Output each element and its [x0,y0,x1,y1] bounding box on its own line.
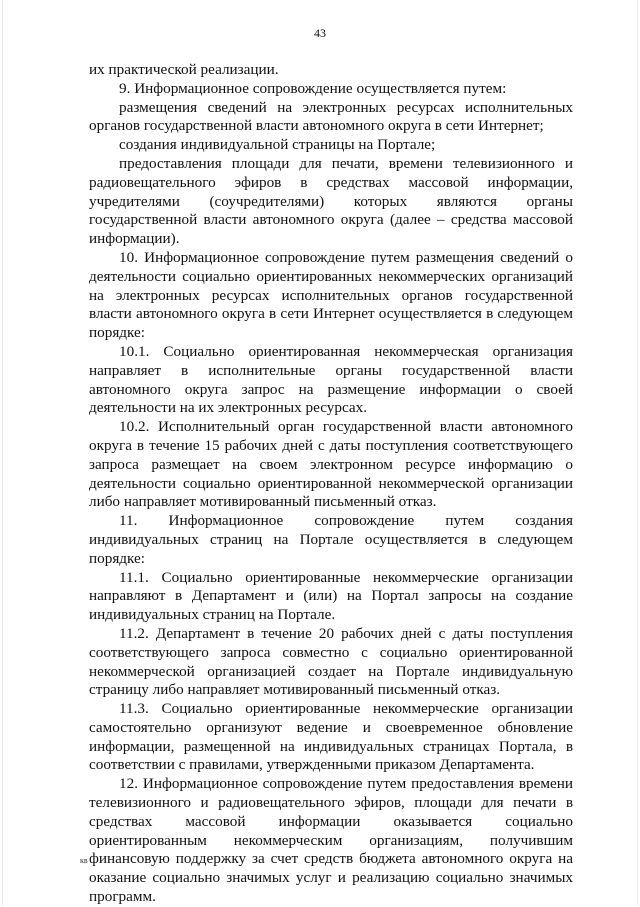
paragraph-11-3: 11.3. Социально ориентированные некоммерческие организации самостоятельно организуют ведение и своевременное обновление информации, размещенной на индивидуальных страницах Портала, в соответствии с правилами, утвержденными приказом Департамента. [89,700,573,774]
paragraph-9-item-3: предоставления площади для печати, времени телевизионного и радиовещательного эфиров в средствах массовой информации, учредителями (соучредителями) которых являются органы государственной власти автономного округа (далее – средства массовой информации). [89,154,573,248]
paragraph-9-item-1: размещения сведений на электронных ресурсах исполнительных органов государственной власти автономного округа в сети Интернет; [89,98,573,135]
scan-edge-right [637,0,638,905]
footer-mark: кв [80,856,88,865]
paragraph-9-item-2: создания индивидуальной страницы на Портале; [119,136,436,154]
paragraph-11: 11. Информационное сопровождение путем создания индивидуальных страниц на Портале осуществляется в следующем порядке: [89,512,573,567]
paragraph-10: 10. Информационное сопровождение путем размещения сведений о деятельности социально ориентированных некоммерческих организаций на электронных ресурсах исполнительных органов государственной власти автономного округа в сети Интернет осуществляется в следующем порядке: [89,248,573,342]
paragraph-11-2: 11.2. Департамент в течение 20 рабочих дней с даты поступления соответствующего запроса совместно с социально ориентированной некоммерческой организацией создает на Портале индивидуальную страницу либо направляет мотивированный письменный отказ. [89,624,573,699]
page-number: 43 [314,26,326,40]
paragraph-12: 12. Информационное сопровождение путем предоставления времени телевизионного и радиовещательного эфиров, площади для печати в средствах массовой информации оказывается социально ориентированным некоммерческим организациям, получившим финансовую поддержку за счет средств бюджета автономного округа на оказание социально значимых услуг и реализацию социально значимых программ. [89,775,573,906]
paragraph-10-2: 10.2. Исполнительный орган государственной власти автономного округа в течение 15 рабочих дней с даты поступления соответствующего запроса размещает на своем электронном ресурсе информацию о деятельности социально ориентированной некоммерческой организации либо направляет мотивированный письменный отказ. [89,418,573,511]
paragraph-continuation: их практической реализации. [89,61,279,78]
paragraph-10-1: 10.1. Социально ориентированная некоммерческая организация направляет в исполнительные органы государственной власти автономного округа запрос на размещение информации о своей деятельности на их электронных ресурсах. [89,342,573,417]
scan-edge-left [2,0,3,905]
paragraph-11-1: 11.1. Социально ориентированные некоммерческие организации направляют в Департамент и (или) на Портал запросы на создание индивидуальных страниц на Портале. [89,568,573,624]
paragraph-9: 9. Информационное сопровождение осуществляется путем: [119,79,507,97]
document-body [89,61,573,907]
